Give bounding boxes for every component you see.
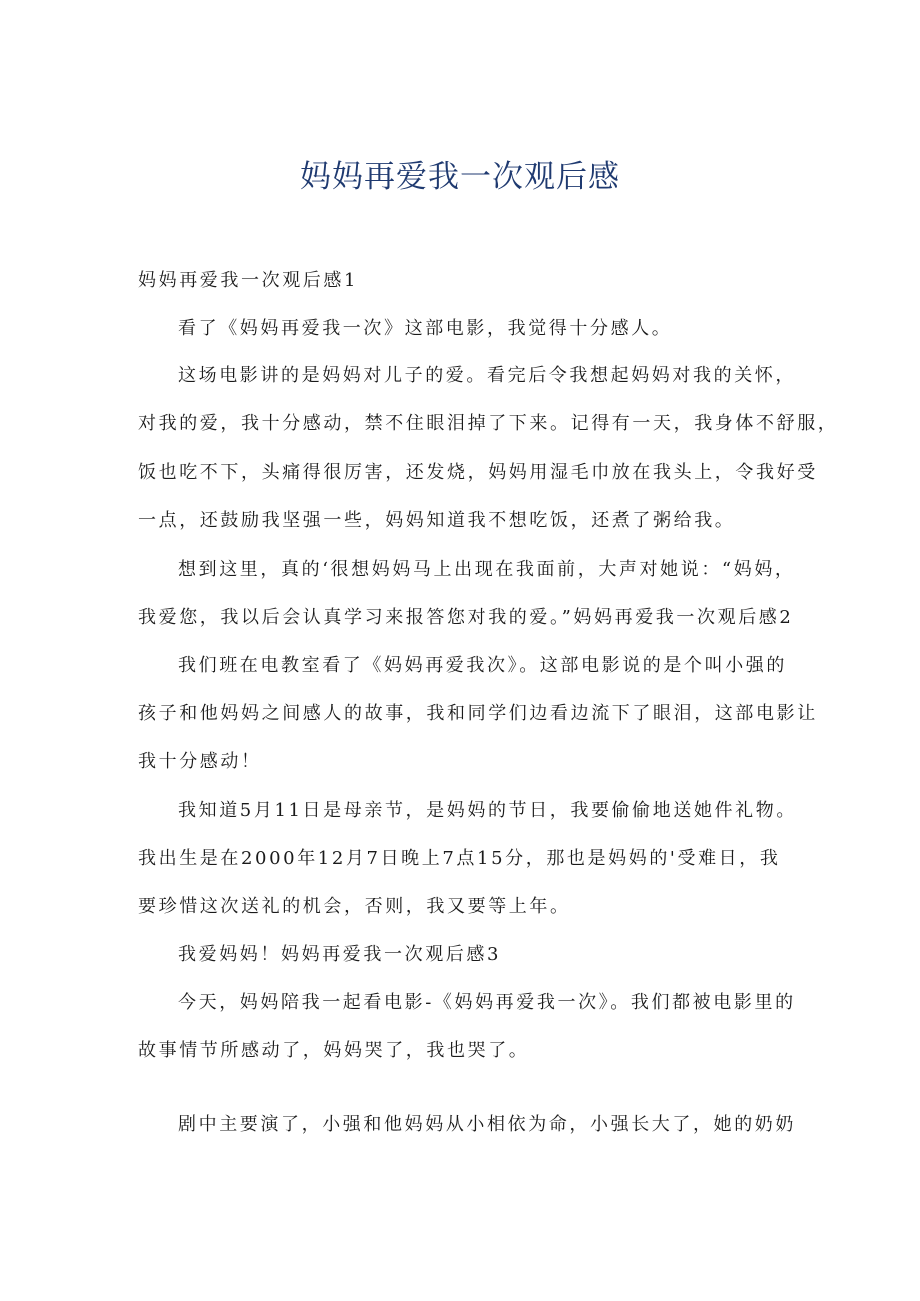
document-title: 妈妈再爱我一次观后感 xyxy=(300,159,620,195)
paragraph-line: 我们班在电教室看了《妈妈再爱我次》。这部电影说的是个叫小强的 xyxy=(178,655,787,676)
paragraph-line: 看了《妈妈再爱我一次》这部电影，我觉得十分感人。 xyxy=(178,318,673,339)
paragraph-line: 对我的爱，我十分感动，禁不住眼泪掉了下来。记得有一天，我身体不舒服， xyxy=(138,413,839,434)
paragraph-line: 饭也吃不下，头痛得很厉害，还发烧，妈妈用湿毛巾放在我头上，令我好受 xyxy=(138,462,818,483)
paragraph-line: 一点，还鼓励我坚强一些，妈妈知道我不想吃饭，还煮了粥给我。 xyxy=(138,510,736,531)
paragraph-line: 我知道5月11日是母亲节，是妈妈的节日，我要偷偷地送她件礼物。 xyxy=(178,800,797,821)
section-heading: 妈妈再爱我一次观后感1 xyxy=(138,270,359,291)
paragraph-line: 我爱妈妈！妈妈再爱我一次观后感3 xyxy=(178,944,502,965)
paragraph-line: 我爱您，我以后会认真学习来报答您对我的爱。”妈妈再爱我一次观后感2 xyxy=(138,607,794,628)
paragraph-line: 孩子和他妈妈之间感人的故事，我和同学们边看边流下了眼泪，这部电影让 xyxy=(138,703,818,724)
paragraph-line: 我出生是在2000年12月7日晚上7点15分，那也是妈妈的'受难日，我 xyxy=(138,848,781,869)
paragraph-line: 想到这里，真的‘很想妈妈马上出现在我面前，大声对她说：“妈妈， xyxy=(178,559,796,580)
paragraph-line: 这场电影讲的是妈妈对儿子的爱。看完后令我想起妈妈对我的关怀， xyxy=(178,365,796,386)
paragraph-line: 我十分感动！ xyxy=(138,751,262,772)
paragraph-line: 故事情节所感动了，妈妈哭了，我也哭了。 xyxy=(138,1040,530,1061)
paragraph-line: 今天，妈妈陪我一起看电影-《妈妈再爱我一次》。我们都被电影里的 xyxy=(178,992,796,1013)
paragraph-line: 剧中主要演了，小强和他妈妈从小相依为命，小强长大了，她的奶奶 xyxy=(178,1114,796,1135)
paragraph-line: 要珍惜这次送礼的机会，否则，我又要等上年。 xyxy=(138,896,571,917)
